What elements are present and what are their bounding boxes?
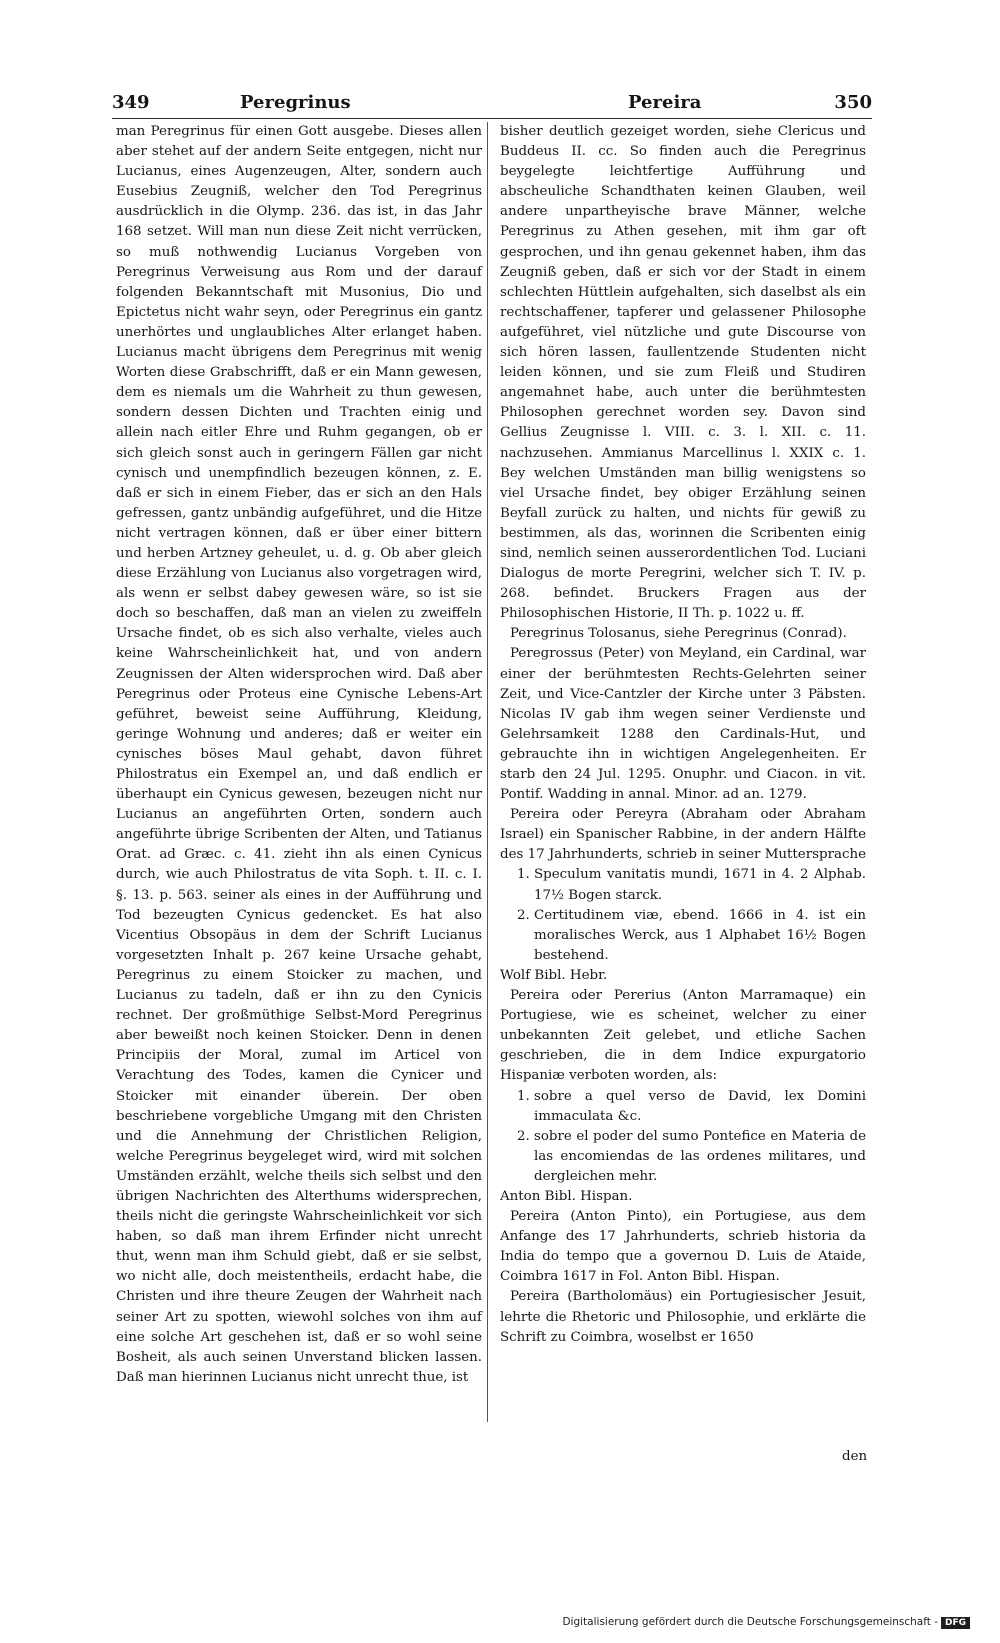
- left-column-text: man Peregrinus für einen Gott ausgebe. Dieses allen aber stehet auf der andern Seite entgegen, nicht nur Lucianus, eines Augenzeugen, Alter, sondern auch Eusebius Zeugniß, welcher den Tod Peregrinus ausdrücklich in die Olymp. 236. das ist, in das Jahr 168 setzet. Will man nun diese Zeit nicht verrücken, so muß nothwendig Lucianus Vorgeben von Peregrinus Verweisung aus Rom und der darauf folgenden Bekanntschaft mit Musonius, Dio und Epictetus nicht wahr seyn, oder Peregrinus ein gantz unerhörtes und unglaubliches Alter erlanget haben. Lucianus macht übrigens dem Peregrinus mit wenig Worten diese Grabschrifft, daß er ein Mann gewesen, dem es niemals um die Wahrheit zu thun gewesen, sondern dessen Dichten und Trachten einig und allein nach eitler Ehre und Ruhm gegangen, ob er sich gleich sonst auch in geringern Fällen gar nicht cynisch und unempfindlich bezeugen können, z. E. daß er sich in einem Fieber, das er sich an den Hals gefressen, gantz unbändig aufgeführet, und die Hitze nicht vertragen können, daß er über einer bittern und herben Artzney geheulet, u. d. g. Ob aber gleich diese Erzählung von Lucianus also vorgetragen wird, als wenn er selbst dabey gewesen wäre, so ist sie doch so beschaffen, daß man an vielen zu zweiffeln Ursache findet, ob es sich also verhalte, vieles auch keine Wahrscheinlichkeit hat, und von andern Zeugnissen der Alten widersprochen wird. Daß aber Peregrinus oder Proteus eine Cynische Lebens-Art geführet, beweist seine Aufführung, Kleidung, geringe Wohnung und anderes; daß er weiter ein cynisches böses Maul gehabt, davon führet Philostratus ein Exempel an, und daß endlich er überhaupt ein Cynicus gewesen, bezeugen nicht nur Lucianus an angeführten Orten, sondern auch angeführte übrige Scribenten der Alten, und Tatianus Orat. ad Græc. c. 41. zieht ihn als einen Cynicus durch, wie auch Philostratus de vita Soph. t. II. c. I. §. 13. p. 563. seiner als eines in der Aufführung und Tod bezeugten Cynicus gedencket. Es hat also Vicentius Obsopäus in dem der Schrift Lucianus vorgesetzten Inhalt p. 267 keine Ursache gehabt, Peregrinus zu einem Stoicker zu machen, und Lucianus zu tadeln, daß er ihn zu den Cynicis rechnet. Der großmüthige Selbst-Mord Peregrinus aber beweißt noch keinen Stoicker. Denn in denen Principiis der Moral, zumal im Articel von Verachtung des Todes, kamen die Cynicer und Stoicker mit einander überein. Der oben beschriebene vorgebliche Umgang mit den Christen und die Annehmung der Christlichen Religion, welche Peregrinus beygeleget wird, wird mit solchen Umständen erzählt, welche theils sich selbst und den übrigen Nachrichten des Alterthums widersprechen, theils nicht die geringste Wahrscheinlichkeit vor sich haben, so daß man ihrem Erfinder nicht unrecht thut, wenn man ihm Schuld giebt, daß er sie selbst, wo nicht alle, doch meistentheils, erdacht habe, die Christen und ihre theure Zeugen der Wahrheit nach seiner Art zu spotten, wiewohl solches von ihm auf eine solche Art geschehen ist, daß er so wohl seine Bosheit, als auch seinen Unverstand blicken lassen. Daß man hierinnen Lucianus nicht unrecht thue, ist: [116, 124, 482, 1385]
- running-header: [112, 92, 872, 119]
- entry-peregrinus-tolosanus: Peregrinus Tolosanus, siehe Peregrinus (Conrad).: [510, 626, 847, 642]
- list-item: 2. Certitudinem viæ, ebend. 1666 in 4. ist ein moralisches Werck, aus 1 Alphabet 16½ Bogen bestehend.: [534, 906, 866, 966]
- headword-left: Peregrinus: [240, 92, 351, 113]
- headword-right: Pereira: [628, 92, 702, 113]
- column-divider: [487, 122, 488, 1422]
- entry-peregrossus: Peregrossus (Peter) von Meyland, ein Cardinal, war einer der berühmtesten Rechts-Gelehrten seiner Zeit, und Vice-Cantzler der Kirche unter 3 Päbsten. Nicolas IV gab ihm wegen seiner Verdienste und Gelehrsamkeit 1288 den Cardinals-Hut, und gebrauchte ihn in wichtigen Angelegenheiten. Er starb den 24 Jul. 1295. Onuphr. und Ciacon. in vit. Pontif. Wadding in annal. Minor. ad an. 1279.: [500, 646, 866, 803]
- anton-source: Anton Bibl. Hispan.: [500, 1188, 633, 1204]
- list-item: 2. sobre el poder del sumo Pontefice en Materia de las encomiendas de las ordenes militares, und dergleichen mehr.: [534, 1127, 866, 1187]
- abraham-source: Wolf Bibl. Hebr.: [500, 967, 608, 983]
- list-item: 1. Speculum vanitatis mundi, 1671 in 4. 2 Alphab. 17½ Bogen starck.: [534, 865, 866, 905]
- footer-text: Digitalisierung gefördert durch die Deutsche Forschungsgemeinschaft -: [562, 1616, 938, 1628]
- catchword: den: [842, 1449, 868, 1464]
- abraham-works-list: [500, 865, 866, 965]
- right-column: [500, 122, 866, 1348]
- left-column: [116, 122, 482, 1388]
- entry-pereira-anton-pinto: Pereira (Anton Pinto), ein Portugiese, aus dem Anfange des 17 Jahrhunderts, schrieb historia da India do tempo que a governou D. Luis de Ataide, Coimbra 1617 in Fol. Anton Bibl. Hispan.: [500, 1209, 866, 1285]
- list-item: 1. sobre a quel verso de David, lex Domini immaculata &c.: [534, 1087, 866, 1127]
- page-number-left: 349: [112, 92, 150, 113]
- digitization-footer: [562, 1616, 970, 1629]
- continuation-text: bisher deutlich gezeiget worden, siehe Clericus und Buddeus II. cc. So finden auch die Peregrinus beygelegte leichtfertige Aufführung und abscheuliche Schandthaten keinen Glauben, weil andere unpartheyische brave Männer, welche Peregrinus zu Athen gesehen, mit ihm gar oft gesprochen, und ihn genau gekennet haben, ihm das Zeugniß geben, daß er sich vor der Stadt in einem schlechten Hüttlein aufgehalten, sich daselbst als ein rechtschaffener, tapferer und gelassener Philosophe aufgeführet, viel nützliche und gute Discourse von sich hören lassen, faullentzende Studenten nicht leiden können, und sie zum Fleiß und Studiren angemahnet habe, auch unter die berühmtesten Philosophen gerechnet worden sey. Davon sind Gellius Zeugnisse l. VIII. c. 3. l. XII. c. 11. nachzusehen. Ammianus Marcellinus l. XXIX c. 1. Bey welchen Umständen man billig wenigstens so viel Ursache findet, bey obiger Erzählung seinen Beyfall zurück zu halten, und nichts für gewiß zu bestimmen, als das, worinnen die Scribenten einig sind, nemlich seinen ausserordentlichen Tod. Luciani Dialogus de morte Peregrini, welcher sich T. IV. p. 268. befindet. Bruckers Fragen aus der Philosophischen Historie, II Th. p. 1022 u. ff.: [500, 124, 866, 622]
- dfg-logo: DFG: [941, 1617, 970, 1629]
- entry-pereira-abraham: Pereira oder Pereyra (Abraham oder Abraham Israel) ein Spanischer Rabbine, in der andern Hälfte des 17 Jahrhunderts, schrieb in seiner Muttersprache: [500, 807, 867, 863]
- anton-works-list: [500, 1087, 866, 1187]
- entry-pereira-anton: Pereira oder Pererius (Anton Marramaque) ein Portugiese, wie es scheinet, welcher zu einer unbekannten Zeit gelebet, und etliche Sachen geschrieben, die in dem Indice expurgatorio Hispaniæ verboten worden, als:: [500, 988, 866, 1084]
- page-number-right: 350: [834, 92, 872, 113]
- entry-pereira-bartholomaus: Pereira (Bartholomäus) ein Portugiesischer Jesuit, lehrte die Rhetoric und Philosophie, und erklärte die Schrift zu Coimbra, woselbst er 1650: [500, 1289, 866, 1345]
